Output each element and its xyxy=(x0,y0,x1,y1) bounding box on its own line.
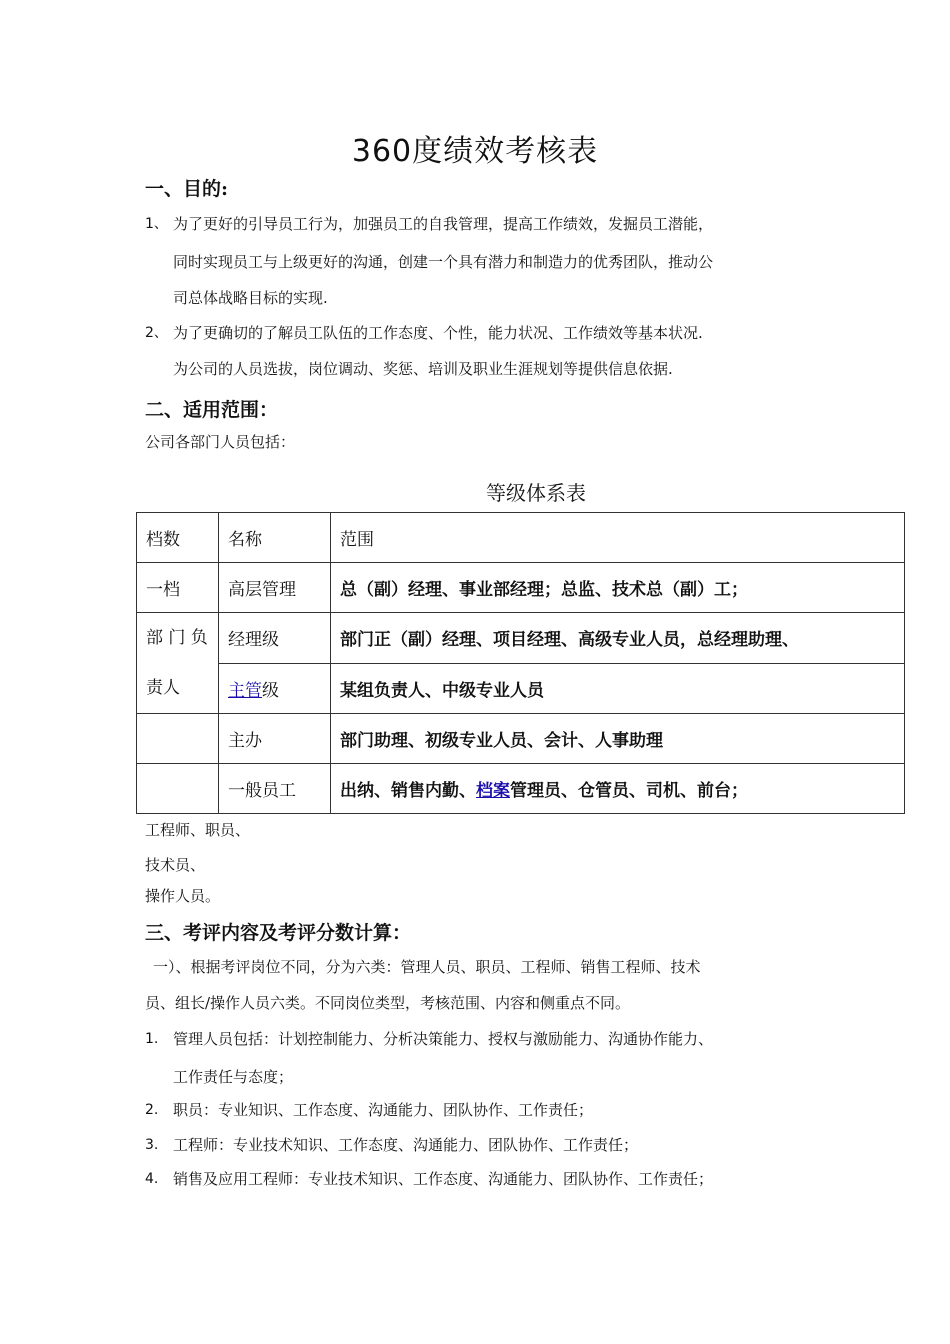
name-cell: 一般员工 xyxy=(219,764,331,814)
scope-cell: 总（副）经理、事业部经理；总监、技术总（副）工； xyxy=(331,563,905,613)
scope-cell: 部门助理、初级专业人员、会计、人事助理 xyxy=(331,714,905,764)
paragraph-line: 技术员、 xyxy=(145,856,206,874)
paragraph-line: 一）、根据考评岗位不同，分为六类：管理人员、职员、工程师、销售工程师、技术 xyxy=(153,958,701,976)
paragraph-line: 管理人员包括：计划控制能力、分析决策能力、授权与激励能力、沟通协作能力、 xyxy=(173,1030,714,1048)
name-cell xyxy=(219,663,331,714)
paragraph-line: 工程师、职员、 xyxy=(145,821,251,839)
archive-link[interactable]: 档案 xyxy=(476,781,510,801)
scope-text: 出纳、销售内勤、 xyxy=(340,781,476,801)
paragraph-line: 工作责任与态度； xyxy=(173,1068,294,1086)
paragraph-line: 司总体战略目标的实现. xyxy=(173,289,328,307)
name-suffix: 级 xyxy=(262,680,279,701)
list-number: 4. xyxy=(145,1171,159,1187)
list-number: 3. xyxy=(145,1137,159,1153)
scope-text: 管理员、仓管员、司机、前台； xyxy=(510,781,748,801)
level-cell-empty xyxy=(137,764,219,814)
table-row xyxy=(137,563,905,613)
section-2-heading: 二、适用范围： xyxy=(145,399,279,421)
grade-table xyxy=(136,512,905,814)
paragraph-line: 职员：专业知识、工作态度、沟通能力、团队协作、工作责任； xyxy=(173,1101,594,1119)
paragraph-line: 操作人员。 xyxy=(145,887,221,905)
section-3-heading: 三、考评内容及考评分数计算： xyxy=(145,922,412,944)
name-cell: 经理级 xyxy=(219,613,331,664)
paragraph-line: 员、组长/操作人员六类。不同岗位类型，考核范围、内容和侧重点不同。 xyxy=(145,994,631,1012)
paragraph-line: 同时实现员工与上级更好的沟通，创建一个具有潜力和制造力的优秀团队，推动公 xyxy=(173,253,714,271)
table-row xyxy=(137,663,905,714)
header-cell: 档数 xyxy=(137,513,219,563)
list-number: 1、 xyxy=(145,216,168,232)
section-1-heading: 一、目的: xyxy=(145,178,229,200)
scope-cell: 部门正（副）经理、项目经理、高级专业人员，总经理助理、 xyxy=(331,613,905,664)
table-header-row xyxy=(137,513,905,563)
level-line: 责人 xyxy=(146,678,180,698)
paragraph-line: 工程师：专业技术知识、工作态度、沟通能力、团队协作、工作责任； xyxy=(173,1136,639,1154)
table-title: 等级体系表 xyxy=(486,481,586,505)
paragraph-line: 为了更确切的了解员工队伍的工作态度、个性，能力状况、工作绩效等基本状况. xyxy=(173,324,703,342)
paragraph-line: 销售及应用工程师：专业技术知识、工作态度、沟通能力、团队协作、工作责任； xyxy=(173,1170,714,1188)
scope-cell: 某组负责人、中级专业人员 xyxy=(331,663,905,714)
list-number: 2. xyxy=(145,1102,159,1118)
supervisor-link[interactable]: 主管 xyxy=(228,680,262,701)
level-cell-empty xyxy=(137,714,219,764)
level-line: 部 门 负 xyxy=(146,628,208,648)
table-row xyxy=(137,764,905,814)
header-cell: 名称 xyxy=(219,513,331,563)
header-cell: 范围 xyxy=(331,513,905,563)
table-row xyxy=(137,613,905,664)
level-cell: 一档 xyxy=(137,563,219,613)
scope-cell xyxy=(331,764,905,814)
name-cell: 高层管理 xyxy=(219,563,331,613)
paragraph-line: 为了更好的引导员工行为，加强员工的自我管理，提高工作绩效，发掘员工潜能， xyxy=(173,215,714,233)
list-number: 1. xyxy=(145,1031,159,1047)
name-cell: 主办 xyxy=(219,714,331,764)
table-row xyxy=(137,714,905,764)
document-title: 360度绩效考核表 xyxy=(351,134,599,169)
level-cell-merged xyxy=(137,613,219,714)
paragraph-line: 为公司的人员选拔，岗位调动、奖惩、培训及职业生涯规划等提供信息依据. xyxy=(173,360,673,378)
section-2-intro: 公司各部门人员包括： xyxy=(145,433,296,451)
list-number: 2、 xyxy=(145,325,168,341)
